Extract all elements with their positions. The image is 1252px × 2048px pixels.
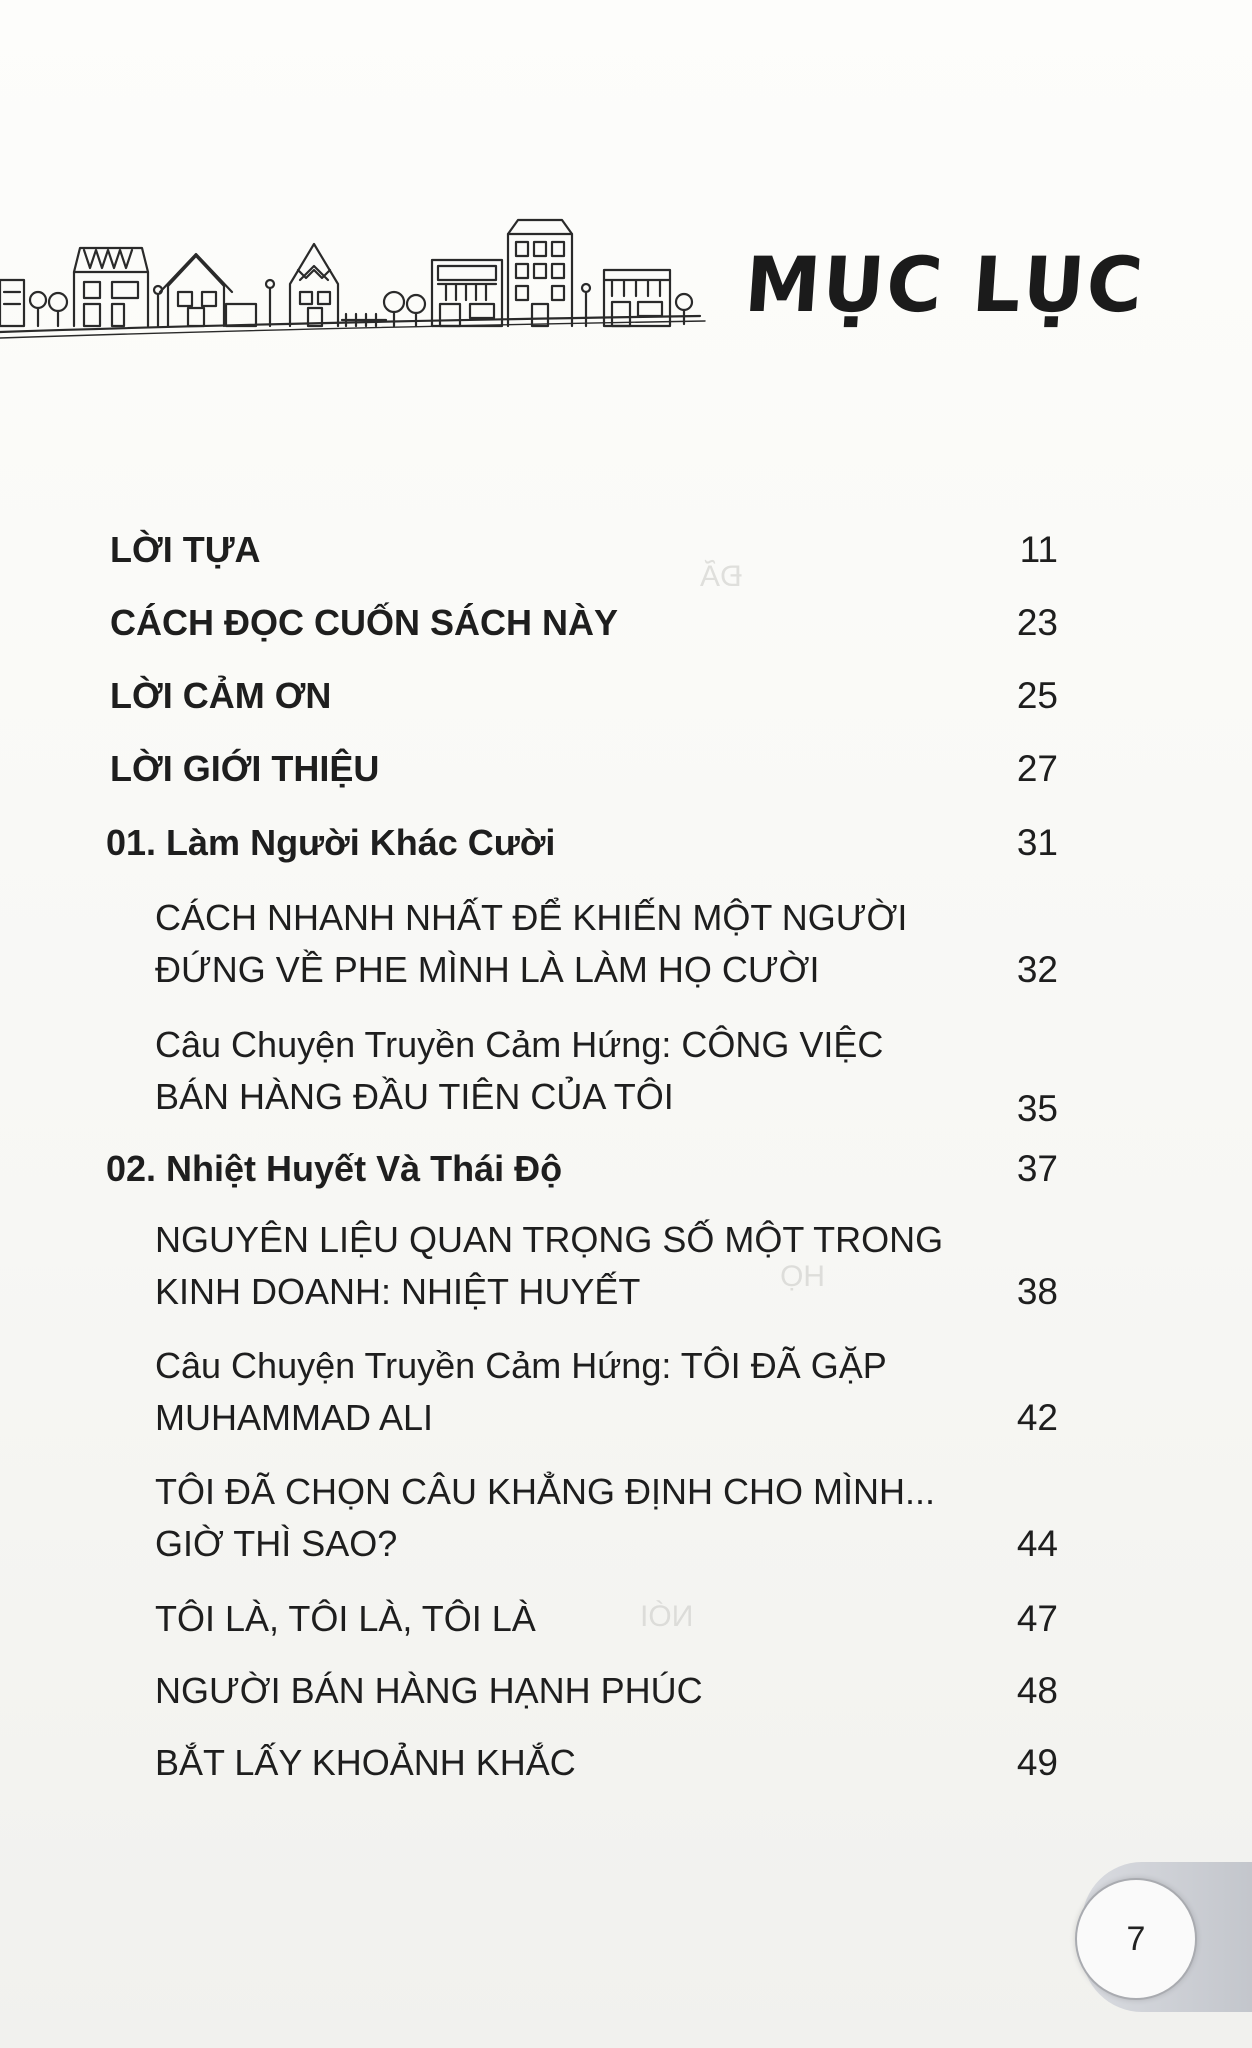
page-number: 7 [1075,1878,1197,2000]
toc-entry-page: 35 [1016,1088,1058,1129]
toc-subentry-line: Câu Chuyện Truyền Cảm Hứng: TÔI ĐÃ GẶP [155,1345,887,1386]
toc-subentry-title: BẮT LẤY KHOẢNH KHẮC [155,1742,576,1783]
town-illustration [0,200,710,340]
toc-subentry-line: ĐỨNG VỀ PHE MÌNH LÀ LÀM HỌ CƯỜI [155,949,820,990]
toc-subentry-line: GIỜ THÌ SAO? [155,1523,398,1564]
toc-entry-page: 44 [1016,1523,1058,1564]
toc-entry-title: LỜI CẢM ƠN [110,675,332,716]
toc-entry-page: 23 [1016,602,1058,643]
toc-subentry-title [155,1466,955,1570]
toc-entry-page: 49 [1016,1742,1058,1783]
toc-entry-page: 31 [1016,822,1058,863]
toc-subentry-line: CÁCH NHANH NHẤT ĐỂ KHIẾN MỘT NGƯỜI [155,897,908,938]
toc-entry-page: 42 [1016,1397,1058,1438]
toc-subentry-title: TÔI LÀ, TÔI LÀ, TÔI LÀ [155,1598,536,1639]
page-title: MỤC LỤC [741,240,1148,329]
toc-subentry-line: BÁN HÀNG ĐẦU TIÊN CỦA TÔI [155,1076,674,1117]
toc-subentry-line: KINH DOANH: NHIỆT HUYẾT [155,1271,641,1312]
toc-subentry-line: NGUYÊN LIỆU QUAN TRỌNG SỐ MỘT TRONG [155,1219,944,1260]
toc-subentry-title [155,1214,955,1318]
toc-entry-page: 27 [1016,748,1058,789]
toc-entry-title: LỜI TỰA [110,529,261,570]
toc-entry-page: 37 [1016,1148,1058,1189]
bleed-through-texture: NÓI [640,1600,694,1633]
toc-entry-page: 32 [1016,949,1058,990]
bleed-through-texture: HỌ [780,1260,825,1293]
toc-subentry-line: TÔI ĐÃ CHỌN CÂU KHẲNG ĐỊNH CHO MÌNH... [155,1471,936,1512]
toc-subentry-title [155,892,955,996]
toc-entry-page: 38 [1016,1271,1058,1312]
toc-entry-title: CÁCH ĐỌC CUỐN SÁCH NÀY [110,602,619,643]
toc-entry-page: 47 [1016,1598,1058,1639]
toc-subentry-title [155,1019,955,1123]
bleed-through-texture: ĐÃ [700,560,742,593]
toc-chapter-title: 02. Nhiệt Huyết Và Thái Độ [106,1148,563,1189]
toc-chapter-title: 01. Làm Người Khác Cười [106,822,556,863]
toc-entry-page: 48 [1016,1670,1058,1711]
toc-entry-page: 11 [1019,529,1058,570]
toc-entry-page: 25 [1016,675,1058,716]
toc-subentry-title: NGƯỜI BÁN HÀNG HẠNH PHÚC [155,1670,703,1711]
toc-subentry-line: MUHAMMAD ALI [155,1397,434,1438]
toc-subentry-line: Câu Chuyện Truyền Cảm Hứng: CÔNG VIỆC [155,1024,884,1065]
toc-entry-title: LỜI GIỚI THIỆU [110,748,380,789]
toc-subentry-title [155,1340,955,1444]
